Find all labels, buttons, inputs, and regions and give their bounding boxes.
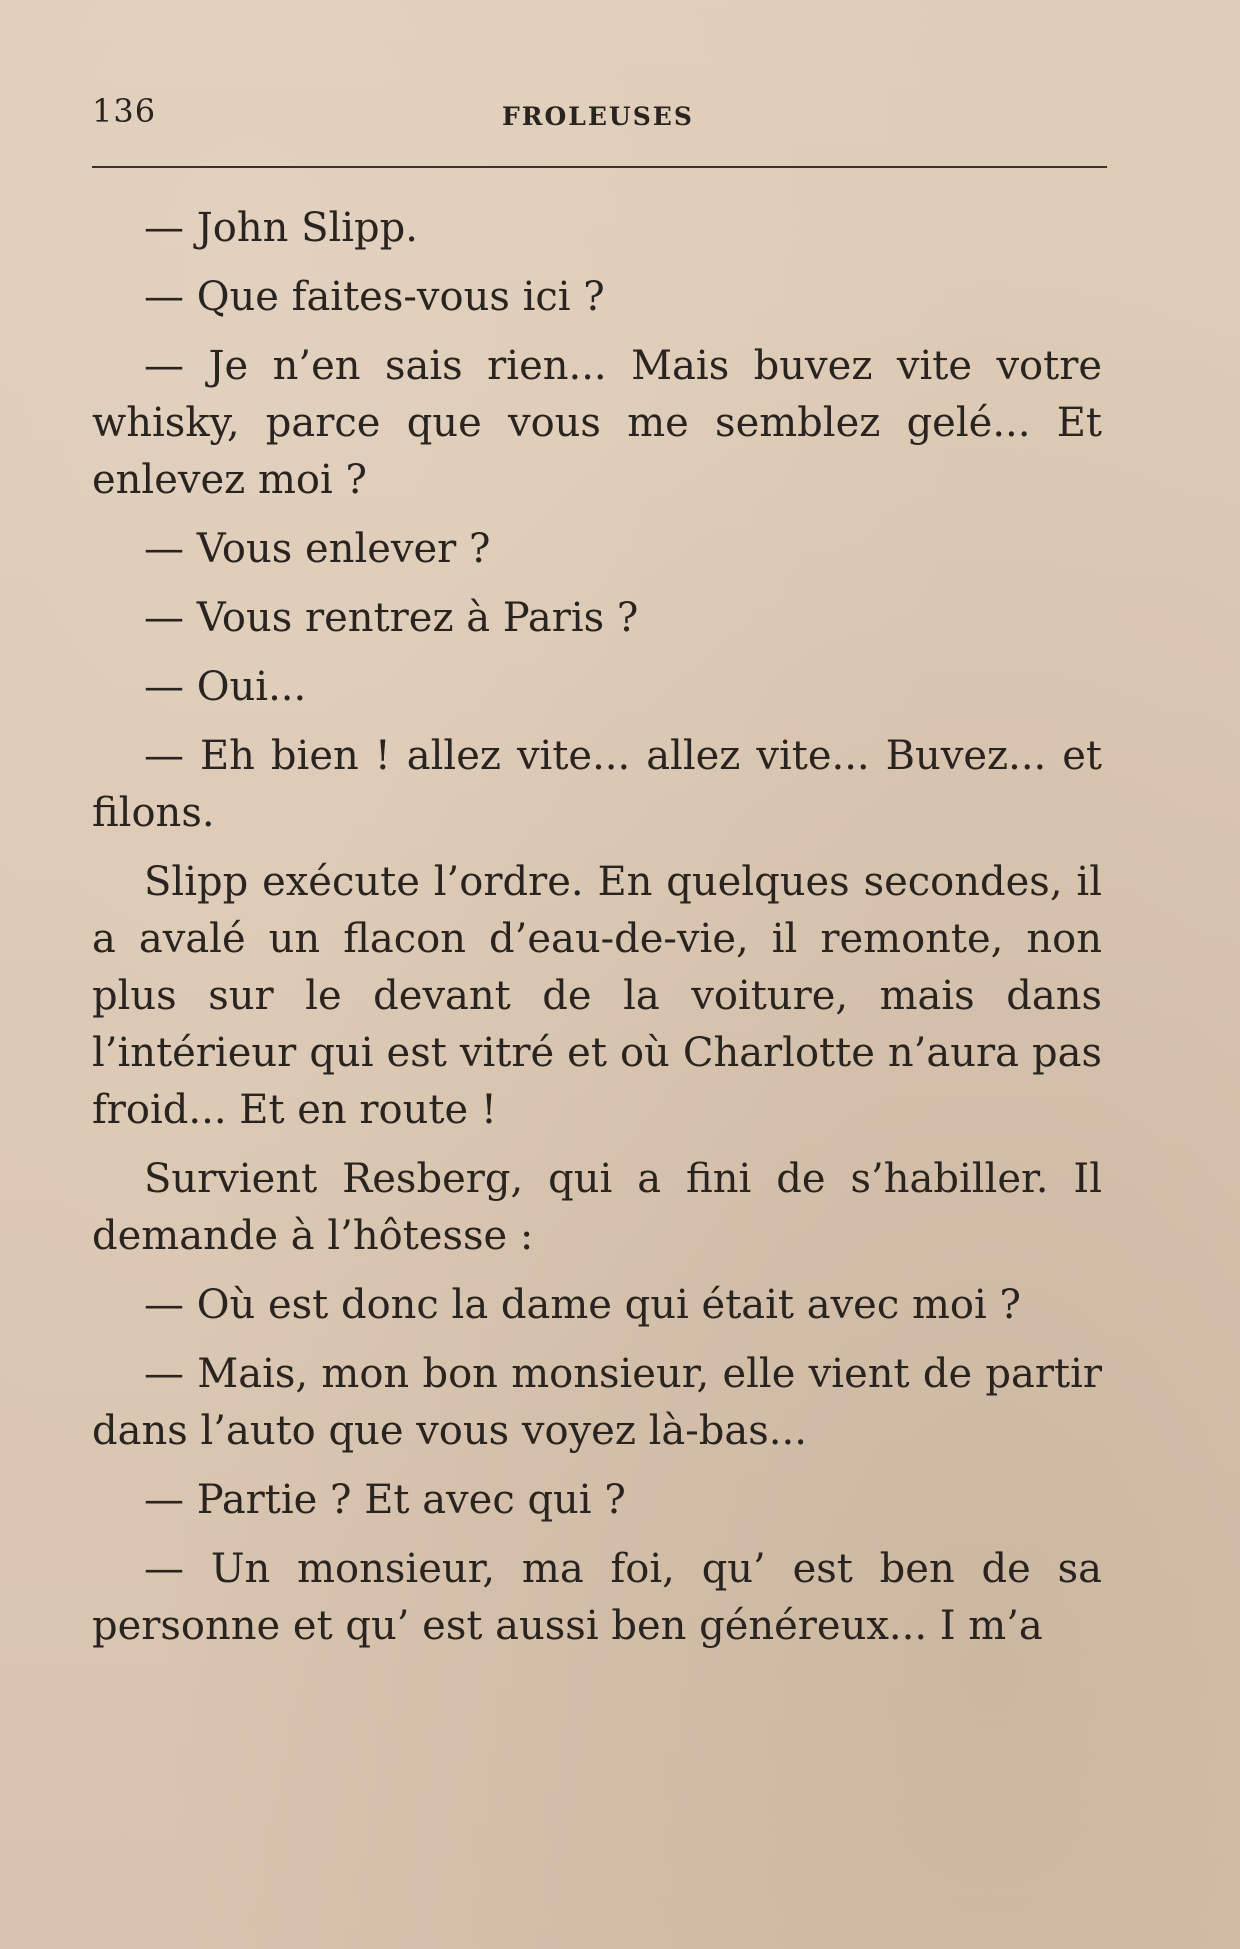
paragraph: — Eh bien ! allez vite... allez vite... Buvez... et filons. (92, 733, 1102, 836)
paragraph: — Vous rentrez à Paris ? (144, 595, 639, 641)
paragraph: — Un monsieur, ma foi, qu’ est ben de sa personne et qu’ est aussi ben généreux... I m’a (92, 1546, 1102, 1649)
running-head (92, 92, 1102, 144)
paragraph: — Que faites-vous ici ? (144, 274, 605, 320)
paragraph: — Où est donc la dame qui était avec moi ? (144, 1282, 1021, 1328)
paragraph: — John Slipp. (144, 205, 418, 251)
paragraph: — Vous enlever ? (144, 526, 491, 572)
running-title: FROLEUSES (502, 102, 694, 131)
paragraph: — Mais, mon bon monsieur, elle vient de partir dans l’auto que vous voyez là-bas... (92, 1351, 1102, 1454)
body-text (92, 200, 1102, 1667)
paragraph: — Oui... (144, 664, 307, 710)
header-rule (92, 166, 1107, 168)
page-number: 136 (92, 92, 157, 130)
paragraph: — Partie ? Et avec qui ? (144, 1477, 626, 1523)
paragraph: Slipp exécute l’ordre. En quelques secondes, il a avalé un flacon d’eau-de-vie, il remonte, non plus sur le devant de la voiture, mais dans l’intérieur qui est vitré et où Charlotte n’aura pas froid... Et en route ! (92, 859, 1102, 1133)
paragraph: — Je n’en sais rien... Mais buvez vite votre whisky, parce que vous me semblez gelé... Et enlevez moi ? (92, 343, 1102, 503)
paragraph: Survient Resberg, qui a fini de s’habiller. Il demande à l’hôtesse : (92, 1156, 1102, 1259)
